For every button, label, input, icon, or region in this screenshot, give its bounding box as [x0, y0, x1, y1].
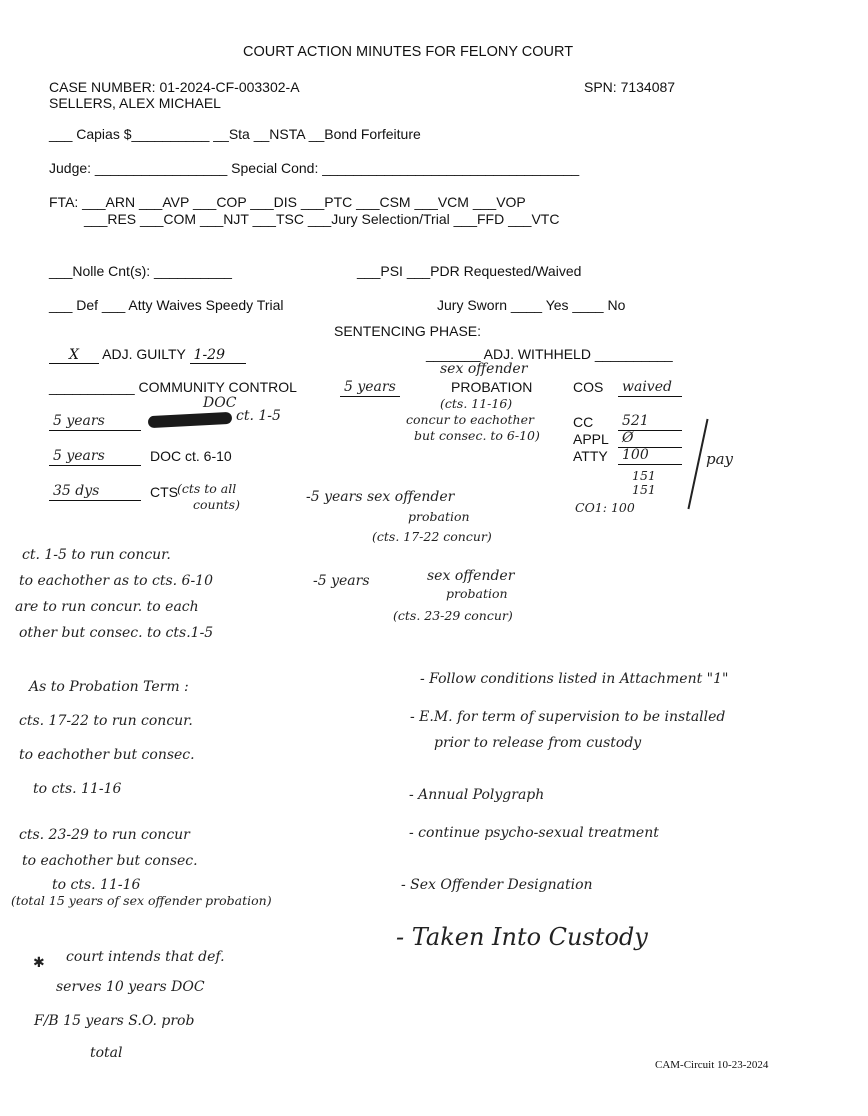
judge-line: Judge: _________________ Special Cond: _________________________________ — [49, 160, 580, 176]
doc-note: DOC — [203, 395, 237, 411]
appl-label: APPL — [573, 431, 609, 447]
doc-term-2: 5 years — [49, 447, 141, 466]
atty-value: 100 — [618, 446, 682, 465]
intent-line-2: serves 10 years DOC — [56, 979, 205, 995]
condition-em-2: prior to release from custody — [434, 735, 642, 751]
probation-term-heading: As to Probation Term : — [29, 679, 189, 695]
probation-3-term: -5 years — [313, 573, 370, 589]
intent-line-4: total — [90, 1045, 123, 1061]
pay-note: pay — [706, 450, 734, 468]
document-title: COURT ACTION MINUTES FOR FELONY COURT — [243, 44, 574, 60]
adj-guilty-label: ADJ. GUILTY — [102, 346, 186, 362]
speedy-trial-line: ___ Def ___ Atty Waives Speedy Trial — [49, 297, 284, 313]
nolle-line: ___Nolle Cnt(s): __________ — [49, 263, 232, 279]
fta-line-1: FTA: ___ARN ___AVP ___COP ___DIS ___PTC ___CSM ___VCM ___VOP — [49, 194, 526, 210]
co1-fee: CO1: 100 — [575, 500, 635, 515]
cts-term: 35 dys — [49, 482, 141, 501]
probation-3-label: probation — [446, 586, 508, 601]
adj-guilty-row — [49, 346, 246, 364]
cts-note-2: counts) — [193, 497, 240, 512]
sentencing-phase-heading: SENTENCING PHASE: — [334, 323, 482, 339]
condition-em: - E.M. for term of supervision to be installed — [410, 709, 726, 725]
spn-number: SPN: 7134087 — [584, 79, 676, 95]
adj-withheld-line: _______ ADJ. WITHHELD __________ — [426, 346, 673, 362]
adj-guilty-counts: 1-29 — [190, 347, 246, 364]
probation-note-2: to eachother but consec. — [19, 747, 195, 763]
cts-note-1: (cts to all — [177, 481, 237, 496]
probation-3-counts: (cts. 23-29 concur) — [393, 608, 513, 623]
asterisk-icon: ✱ — [33, 955, 45, 971]
fee-151-a: 151 — [632, 468, 656, 483]
condition-treatment: - continue psycho-sexual treatment — [409, 825, 659, 841]
probation-note-3: to cts. 11-16 — [33, 781, 122, 797]
sex-offender-note: sex offender — [440, 361, 528, 377]
doc-term-2-label: DOC ct. 6-10 — [150, 448, 232, 464]
doc-term-1-counts: ct. 1-5 — [236, 408, 281, 424]
defendant-name: SELLERS, ALEX MICHAEL — [49, 95, 221, 111]
probation-counts: (cts. 11-16) — [440, 396, 513, 411]
doc-term-1: 5 years — [49, 412, 141, 431]
probation-2-counts: (cts. 17-22 concur) — [372, 529, 492, 544]
redaction-mark — [148, 412, 233, 428]
probation-note-1: cts. 17-22 to run concur. — [19, 713, 193, 729]
condition-polygraph: - Annual Polygraph — [409, 787, 545, 803]
cos-value: waived — [618, 378, 682, 397]
doc-note-line-3: are to run concur. to each — [15, 599, 199, 615]
appl-value: Ø — [618, 429, 682, 448]
cos-label: COS — [573, 379, 604, 395]
fta-line-2: ___RES ___COM ___NJT ___TSC ___Jury Selection/Trial ___FFD ___VTC — [84, 211, 560, 227]
probation-term: 5 years — [340, 378, 400, 397]
probation-note-7: (total 15 years of sex offender probation) — [11, 893, 272, 908]
probation-note-6: to cts. 11-16 — [52, 877, 141, 893]
probation-2-term: -5 years sex offender — [306, 489, 455, 505]
cc-value: 521 — [618, 412, 682, 431]
atty-label: ATTY — [573, 448, 608, 464]
cc-label: CC — [573, 414, 594, 430]
doc-note-line-1: ct. 1-5 to run concur. — [22, 547, 171, 563]
doc-note-line-2: to eachother as to cts. 6-10 — [19, 573, 213, 589]
condition-custody: - Taken Into Custody — [396, 923, 648, 951]
doc-note-line-4: other but consec. to cts.1-5 — [19, 625, 214, 641]
probation-3-type: sex offender — [427, 568, 515, 584]
condition-attachment: - Follow conditions listed in Attachment "1" — [420, 671, 729, 687]
intent-line-1: court intends that def. — [66, 949, 225, 965]
jury-sworn-line: Jury Sworn ____ Yes ____ No — [437, 297, 626, 313]
probation-label: PROBATION — [451, 379, 533, 395]
probation-note-5: to eachother but consec. — [22, 853, 198, 869]
probation-concur-note: concur to eachother — [406, 412, 534, 427]
form-footer: CAM-Circuit 10-23-2024 — [655, 1059, 769, 1071]
community-control-line: ___________ COMMUNITY CONTROL — [49, 379, 297, 395]
psi-line: ___PSI ___PDR Requested/Waived — [357, 263, 582, 279]
cts-label: CTS — [150, 484, 178, 500]
condition-designation: - Sex Offender Designation — [401, 877, 593, 893]
probation-2-label: probation — [408, 509, 470, 524]
capias-line: ___ Capias $__________ __Sta __NSTA __Bond Forfeiture — [49, 126, 421, 142]
case-number: CASE NUMBER: 01-2024-CF-003302-A — [49, 79, 300, 95]
adj-guilty-mark: X — [49, 347, 99, 364]
intent-line-3: F/B 15 years S.O. prob — [34, 1013, 195, 1029]
fee-151-b: 151 — [632, 482, 656, 497]
probation-note-4: cts. 23-29 to run concur — [19, 827, 190, 843]
probation-consec-note: but consec. to 6-10) — [414, 428, 540, 443]
